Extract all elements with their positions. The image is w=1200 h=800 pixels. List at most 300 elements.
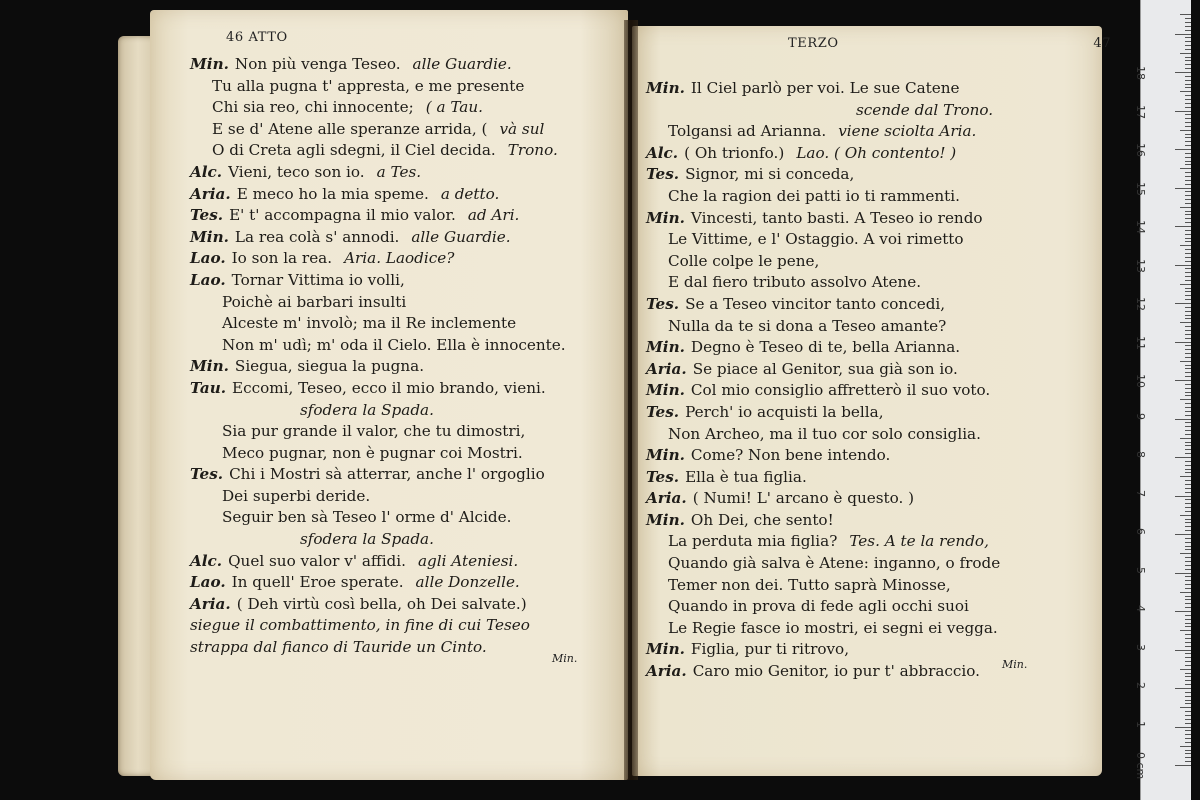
ruler-tick	[1185, 392, 1191, 393]
stage-direction: alle Guardie.	[412, 55, 512, 73]
ruler-tick	[1185, 211, 1191, 212]
ruler-tick	[1185, 580, 1191, 581]
ruler-tick	[1180, 707, 1191, 708]
ruler-tick	[1185, 41, 1191, 42]
ruler-tick	[1185, 492, 1191, 493]
ruler-tick	[1185, 426, 1191, 427]
text-line	[646, 316, 1092, 338]
ruler-tick	[1185, 334, 1191, 335]
ruler-tick	[1185, 684, 1191, 685]
ruler-tick	[1185, 530, 1191, 531]
verse-text: E' t' accompagna il mio valor.	[229, 206, 456, 225]
ruler-tick	[1185, 80, 1191, 81]
text-line	[190, 184, 628, 206]
ruler-tick	[1185, 607, 1191, 608]
verse-text: Temer non dei. Tutto saprà Minosse,	[668, 575, 951, 594]
text-line	[646, 294, 1092, 316]
speaker-label: Lao.	[190, 249, 226, 268]
ruler-tick	[1185, 203, 1191, 204]
ruler-tick	[1185, 18, 1191, 19]
ruler-tick	[1185, 68, 1191, 69]
verse-text: Eccomi, Teseo, ecco il mio brando, vieni.	[232, 378, 546, 397]
ruler-tick	[1185, 60, 1191, 61]
text-line	[646, 229, 1092, 251]
ruler-tick	[1180, 438, 1191, 439]
ruler-tick	[1180, 322, 1191, 323]
ruler-tick	[1185, 241, 1191, 242]
ruler-tick	[1185, 715, 1191, 716]
verse-text: Tornar Vittima io volli,	[231, 270, 405, 289]
stage-direction: Lao. ( Oh contento! )	[796, 143, 957, 162]
ruler-tick	[1185, 268, 1191, 269]
ruler-tick	[1185, 557, 1191, 558]
ruler-tick	[1175, 226, 1191, 227]
ruler-tick	[1185, 122, 1191, 123]
ruler-tick	[1185, 676, 1191, 677]
ruler-tick	[1185, 87, 1191, 88]
ruler-tick	[1175, 765, 1191, 766]
open-book	[118, 8, 1112, 780]
ruler-tick	[1185, 465, 1191, 466]
ruler-tick	[1185, 64, 1191, 65]
ruler-tick	[1185, 176, 1191, 177]
verse-text: Sia pur grande il valor, che tu dimostri,	[222, 422, 526, 441]
ruler-tick	[1185, 449, 1191, 450]
text-line	[646, 510, 1092, 532]
ruler-tick	[1175, 149, 1191, 150]
ruler-tick	[1175, 72, 1191, 73]
speaker-label: Min.	[190, 55, 229, 73]
stage-direction: sfodera la Spada.	[300, 530, 434, 549]
verse-text: Meco pugnar, non è pugnar coi Mostri.	[222, 443, 523, 462]
text-line	[190, 572, 628, 594]
ruler-tick	[1185, 238, 1191, 239]
ruler-number: 14	[1134, 220, 1147, 234]
ruler-tick	[1185, 299, 1191, 300]
speaker-label: Aria.	[646, 359, 687, 378]
speaker-label: Tes.	[646, 402, 680, 421]
ruler-tick	[1185, 642, 1191, 643]
ruler-number: 9	[1134, 412, 1147, 420]
text-line	[646, 467, 1092, 489]
measuring-ruler	[1134, 0, 1191, 800]
verse-text: Se a Teseo vincitor tanto concedi,	[685, 294, 946, 313]
verse-text: Non più venga Teseo.	[234, 55, 401, 73]
text-line	[646, 121, 1092, 143]
text-line	[190, 400, 628, 422]
stage-direction: viene sciolta Aria.	[838, 122, 977, 141]
ruler-tick	[1185, 26, 1191, 27]
text-line	[190, 248, 628, 270]
ruler-tick	[1185, 95, 1191, 96]
ruler-tick	[1185, 191, 1191, 192]
ruler-tick	[1185, 526, 1191, 527]
ruler-tick	[1185, 318, 1191, 319]
ruler-tick	[1185, 388, 1191, 389]
ruler-tick	[1175, 573, 1191, 574]
stage-direction: scende dal Trono.	[856, 100, 994, 119]
ruler-tick	[1185, 723, 1191, 724]
speaker-label: Tau.	[190, 378, 227, 397]
ruler-tick	[1175, 650, 1191, 651]
verse-text: Come? Non bene intendo.	[690, 446, 891, 465]
text-line	[190, 529, 628, 551]
ruler-tick	[1185, 253, 1191, 254]
ruler-tick	[1185, 407, 1191, 408]
ruler-tick	[1185, 442, 1191, 443]
verse-text: ( Numi! L' arcano è questo. )	[692, 489, 915, 508]
ruler-tick	[1185, 696, 1191, 697]
ruler-tick	[1175, 303, 1191, 304]
speaker-label: Tes.	[190, 465, 224, 484]
ruler-tick	[1185, 315, 1191, 316]
ruler-tick	[1185, 596, 1191, 597]
text-line	[190, 378, 628, 400]
text-line	[190, 507, 628, 529]
text-line	[190, 464, 628, 486]
text-line	[190, 140, 628, 162]
ruler-tick	[1175, 727, 1191, 728]
verse-text: Tolgansi ad Arianna.	[668, 122, 827, 141]
ruler-tick	[1185, 107, 1191, 108]
speaker-label: Min.	[646, 381, 685, 400]
text-line	[646, 272, 1092, 294]
ruler-tick	[1185, 126, 1191, 127]
text-line	[646, 488, 1092, 510]
ruler-tick	[1185, 546, 1191, 547]
ruler-tick	[1185, 549, 1191, 550]
text-line	[190, 615, 628, 637]
ruler-tick	[1185, 118, 1191, 119]
ruler-tick	[1185, 742, 1191, 743]
ruler-tick	[1180, 245, 1191, 246]
ruler-tick	[1185, 680, 1191, 681]
ruler-tick	[1185, 84, 1191, 85]
stage-direction: ( a Tau.	[425, 98, 483, 117]
ruler-tick	[1180, 53, 1191, 54]
ruler-tick	[1185, 249, 1191, 250]
ruler-number: 2	[1134, 682, 1147, 689]
stage-direction: alle Donzelle.	[415, 573, 520, 592]
ruler-tick	[1175, 265, 1191, 266]
speaker-label: Lao.	[190, 573, 226, 592]
ruler-tick	[1185, 199, 1191, 200]
ruler-tick	[1180, 168, 1191, 169]
verse-text: Alceste m' involò; ma il Re inclemente	[222, 314, 517, 333]
speaker-label: Min.	[646, 640, 685, 659]
ruler-tick	[1185, 57, 1191, 58]
ruler-tick	[1185, 153, 1191, 154]
left-catchword: Min.	[552, 652, 578, 665]
ruler-tick	[1185, 488, 1191, 489]
ruler-tick	[1180, 669, 1191, 670]
ruler-tick	[1185, 692, 1191, 693]
ruler-number: 10	[1134, 374, 1147, 388]
ruler-tick	[1185, 395, 1191, 396]
ruler-tick	[1185, 295, 1191, 296]
ruler-number: 1	[1134, 720, 1147, 728]
speaker-label: Aria.	[190, 594, 231, 613]
verse-text: Ella è tua figlia.	[685, 467, 807, 486]
left-text-block	[190, 54, 628, 659]
stage-direction: agli Ateniesi.	[417, 551, 519, 570]
ruler-tick	[1185, 461, 1191, 462]
book-gutter	[624, 20, 638, 780]
ruler-tick	[1185, 365, 1191, 366]
text-line	[646, 424, 1092, 446]
text-line	[646, 575, 1092, 597]
ruler-number: 18	[1134, 66, 1147, 80]
text-line	[190, 551, 628, 573]
text-line	[190, 292, 628, 314]
speaker-label: Alc.	[190, 551, 223, 570]
verse-text: Tu alla pugna t' appresta, e me presente	[212, 76, 525, 95]
ruler-tick	[1175, 111, 1191, 112]
text-line	[190, 594, 628, 616]
ruler-tick	[1185, 584, 1191, 585]
verse-text: Vincesti, tanto basti. A Teseo io rendo	[690, 208, 983, 227]
verse-text: Chi sia reo, chi innocente;	[212, 98, 414, 117]
ruler-tick	[1185, 330, 1191, 331]
text-line	[190, 270, 628, 292]
ruler-tick	[1185, 480, 1191, 481]
ruler-tick	[1185, 37, 1191, 38]
text-line	[646, 380, 1092, 402]
ruler-unit-label: 0 cm	[1134, 752, 1147, 780]
right-page	[632, 26, 1112, 776]
ruler-tick	[1185, 503, 1191, 504]
text-line	[190, 76, 628, 98]
ruler-number: 5	[1134, 566, 1147, 574]
ruler-number: 12	[1134, 297, 1147, 311]
ruler-tick	[1185, 134, 1191, 135]
ruler-tick	[1185, 288, 1191, 289]
ruler-tick	[1185, 157, 1191, 158]
ruler-tick	[1175, 34, 1191, 35]
verse-text: Le Regie fasce io mostri, ei segni ei vegga.	[668, 618, 998, 637]
verse-text: La rea colà s' annodi.	[234, 227, 400, 246]
verse-text: Dei superbi deride.	[222, 486, 371, 505]
ruler-tick	[1175, 496, 1191, 497]
verse-text: E dal fiero tributo assolvo Atene.	[668, 273, 922, 292]
stage-direction: a detto.	[440, 184, 500, 203]
left-page	[150, 10, 628, 780]
ruler-tick	[1185, 180, 1191, 181]
stage-direction: a Tes.	[376, 162, 422, 181]
text-line	[646, 208, 1092, 230]
ruler-tick	[1185, 261, 1191, 262]
verse-text: Perch' io acquisti la bella,	[685, 402, 884, 421]
ruler-tick	[1185, 588, 1191, 589]
ruler-tick	[1180, 284, 1191, 285]
verse-text: In quell' Eroe sperate.	[231, 573, 404, 592]
ruler-tick	[1185, 753, 1191, 754]
text-line	[190, 421, 628, 443]
speaker-label: Alc.	[190, 162, 223, 181]
ruler-number: 4	[1134, 605, 1147, 612]
ruler-tick	[1185, 700, 1191, 701]
stage-direction: Aria. Laodice?	[344, 249, 455, 268]
ruler-tick	[1185, 603, 1191, 604]
verse-text: E meco ho la mia speme.	[236, 184, 429, 203]
ruler-tick	[1185, 368, 1191, 369]
ruler-tick	[1185, 272, 1191, 273]
ruler-tick	[1180, 476, 1191, 477]
ruler-tick	[1185, 195, 1191, 196]
ruler-tick	[1175, 342, 1191, 343]
verse-text: Quando già salva è Atene: inganno, o frode	[668, 554, 1001, 573]
text-line	[190, 335, 628, 357]
verse-text: Degno è Teseo di te, bella Arianna.	[690, 338, 961, 357]
verse-text: Poichè ai barbari insulti	[222, 292, 407, 311]
ruler-tick	[1185, 280, 1191, 281]
text-line	[646, 164, 1092, 186]
speaker-label: Min.	[646, 79, 685, 97]
speaker-label: Min.	[190, 227, 229, 246]
ruler-tick	[1180, 130, 1191, 131]
speaker-label: Min.	[646, 446, 685, 465]
stage-direction: Trono.	[507, 141, 558, 160]
ruler-tick	[1175, 457, 1191, 458]
verse-text: Il Ciel parlò per voi. Le sue Catene	[690, 79, 960, 97]
ruler-tick	[1185, 45, 1191, 46]
ruler-tick	[1185, 673, 1191, 674]
verse-text: O di Creta agli sdegni, il Ciel decida.	[212, 141, 496, 160]
ruler-tick	[1180, 361, 1191, 362]
stage-direction: alle Guardie.	[411, 227, 511, 246]
ruler-tick	[1185, 76, 1191, 77]
text-line	[646, 445, 1092, 467]
ruler-tick	[1185, 103, 1191, 104]
text-line	[646, 186, 1092, 208]
ruler-tick	[1185, 384, 1191, 385]
right-catchword: Min.	[1002, 658, 1028, 671]
speaker-label: Tes.	[646, 467, 680, 486]
text-line	[646, 531, 1092, 553]
ruler-tick	[1180, 515, 1191, 516]
stage-direction: ad Ari.	[467, 206, 520, 225]
text-line	[646, 359, 1092, 381]
speaker-label: Aria.	[646, 489, 687, 508]
verse-text: ( Oh trionfo.)	[684, 143, 785, 162]
verse-text: Se piace al Genitor, sua già son io.	[692, 359, 958, 378]
ruler-number: 8	[1134, 451, 1147, 458]
ruler-number: 15	[1134, 181, 1147, 196]
speaker-label: Tes.	[646, 294, 680, 313]
ruler-tick	[1185, 619, 1191, 620]
text-line	[190, 443, 628, 465]
text-line	[190, 356, 628, 378]
verse-text: Nulla da te si dona a Teseo amante?	[668, 316, 947, 335]
ruler-tick	[1185, 703, 1191, 704]
ruler-tick	[1175, 611, 1191, 612]
text-line	[646, 143, 1092, 165]
speaker-label: Alc.	[646, 143, 679, 162]
ruler-tick	[1185, 711, 1191, 712]
ruler-tick	[1185, 469, 1191, 470]
text-line	[190, 313, 628, 335]
ruler-tick	[1185, 222, 1191, 223]
ruler-tick	[1180, 630, 1191, 631]
ruler-tick	[1185, 376, 1191, 377]
ruler-tick	[1180, 399, 1191, 400]
ruler-tick	[1185, 345, 1191, 346]
ruler-tick	[1185, 357, 1191, 358]
verse-text: La perduta mia figlia?	[668, 532, 838, 551]
text-line	[190, 227, 628, 249]
ruler-tick	[1185, 599, 1191, 600]
ruler-number: 6	[1134, 528, 1147, 535]
text-line	[646, 100, 1092, 122]
ruler-tick	[1185, 730, 1191, 731]
text-line	[190, 162, 628, 184]
stage-direction: sfodera la Spada.	[300, 400, 434, 419]
ruler-tick	[1185, 411, 1191, 412]
ruler-tick	[1185, 114, 1191, 115]
ruler-tick	[1175, 419, 1191, 420]
verse-text: Vieni, teco son io.	[228, 162, 365, 181]
text-line	[646, 618, 1092, 640]
ruler-number: 17	[1134, 104, 1147, 119]
ruler-tick	[1185, 230, 1191, 231]
ruler-tick	[1185, 218, 1191, 219]
ruler-tick	[1185, 738, 1191, 739]
ruler-tick	[1185, 576, 1191, 577]
ruler-tick	[1185, 507, 1191, 508]
ruler-tick	[1185, 311, 1191, 312]
ruler-number: 11	[1134, 335, 1147, 350]
ruler-tick	[1185, 141, 1191, 142]
verse-text: Siegua, siegua la pugna.	[234, 357, 425, 376]
ruler-tick	[1185, 214, 1191, 215]
text-line	[646, 337, 1092, 359]
ruler-tick	[1185, 542, 1191, 543]
ruler-tick	[1185, 634, 1191, 635]
verse-text: Io son la rea.	[231, 249, 333, 268]
verse-text: Che la ragion dei patti io ti rammenti.	[668, 186, 960, 205]
verse-text: Oh Dei, che sento!	[690, 510, 834, 529]
ruler-tick	[1185, 538, 1191, 539]
ruler-tick	[1185, 353, 1191, 354]
speaker-label: Min.	[646, 510, 685, 529]
ruler-tick	[1185, 161, 1191, 162]
speaker-label: Min.	[646, 338, 685, 357]
ruler-tick	[1185, 565, 1191, 566]
ruler-tick	[1185, 750, 1191, 751]
ruler-tick	[1185, 499, 1191, 500]
ruler-tick	[1185, 626, 1191, 627]
ruler-tick	[1185, 349, 1191, 350]
verse-text: Quel suo valor v' affidi.	[228, 551, 406, 570]
ruler-tick	[1185, 719, 1191, 720]
ruler-tick	[1180, 207, 1191, 208]
ruler-tick	[1185, 453, 1191, 454]
ruler-tick	[1185, 646, 1191, 647]
speaker-label: Min.	[190, 357, 229, 376]
ruler-tick	[1185, 99, 1191, 100]
ruler-tick	[1185, 145, 1191, 146]
ruler-tick	[1180, 592, 1191, 593]
text-line	[190, 486, 628, 508]
ruler-tick	[1185, 615, 1191, 616]
speaker-label: Aria.	[190, 184, 231, 203]
ruler-tick	[1185, 561, 1191, 562]
ruler-tick	[1185, 472, 1191, 473]
verse-text: Signor, mi si conceda,	[685, 165, 855, 184]
stage-direction: strappa dal fianco di Tauride un Cinto.	[190, 638, 487, 657]
verse-text: Quando in prova di fede agli occhi suoi	[668, 597, 969, 616]
speaker-label: Tes.	[646, 165, 680, 184]
